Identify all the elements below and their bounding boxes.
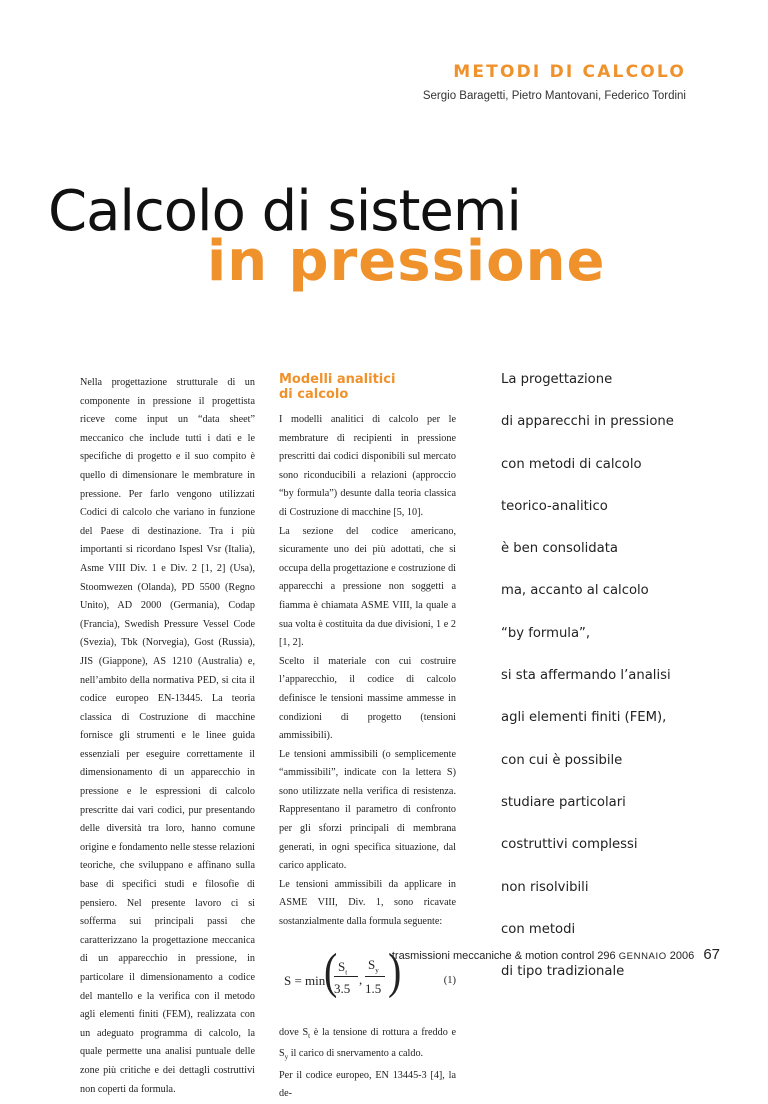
equation-number: (1) — [443, 974, 456, 986]
formula-numerator-2: $S_y$ — [368, 956, 379, 975]
pull-quote-line: con cui è possibile — [501, 752, 623, 768]
pull-quote-line: teorico-analitico — [501, 498, 608, 514]
pull-quote-line: “by formula”, — [501, 625, 591, 641]
body-column — [279, 372, 456, 1104]
formula-denominator-1: 3.5 — [334, 980, 351, 996]
intro-column: Nella progettazione strutturale di un componente in pressione il progettista riceve come input un “data sheet” meccanico che include tutti i dati e le specifiche di progetto e il suo compito è quello di dimensionare le membrature in pressione. Per farlo vengono utilizzati Codici di calcolo che variano in funzione del Paese di destinazione. Tra i più importanti si ricordano Ispesl Vsr (Italia), Asme VIII Div. 1 e Div. 2 [1, 2] (Usa), Stoomwezen (Olanda), PD 5500 (Regno Unito), AD 2000 (Germania), Codap (Francia), Swedish Pressure Vessel Code (Svezia), Tbk (Norvegia), Gost (Russia), JIS (Giappone), AS 1210 (Australia) e, nell’ambito della normativa PED, si cita il codice europeo EN-13445. La teoria classica di Costruzione di macchine fornisce gli strumenti e le linee guida essenziali per eseguire correttamente il dimensionamento di un apparecchio in pressione e le espressioni di calcolo prescritte dai vari codici, pur presentando delle diversità tra loro, hanno comune origine e fondamento nelle stesse relazioni teoriche, che sviluppano e affinano sulla base di specifici studi e filosofie di pensiero. Nel presente lavoro ci si sofferma sui principali passi che caratterizzano la progettazione meccanica di un apparecchio in pressione, in particolare il dimensionamento a codice del mantello e la verifica con il metodo agli elementi finiti (FEM), realizzata con un adeguato programma di calcolo, la quale permette una analisi puntuale delle zone più critiche e dei dettagli costruttivi non coperti da formula. — [80, 377, 255, 1095]
journal-name: trasmissioni meccaniche & motion control — [391, 950, 595, 962]
section-heading-line2: di calcolo — [279, 387, 349, 402]
pull-quote-line: La progettazione — [501, 372, 613, 387]
formula-denominator-2: 1.5 — [365, 980, 382, 996]
pull-quote-line: è ben consolidata — [501, 541, 618, 557]
pull-quote-line: studiare particolari — [501, 794, 626, 810]
paragraph: Scelto il materiale con cui costruire l’apparecchio, il codice di calcolo definisce le tensioni massime ammesse in condizioni di progetto (tensioni ammissibili). — [279, 655, 456, 742]
pull-quote-line: si sta affermando l’analisi — [501, 668, 671, 684]
pull-quote-line: di apparecchi in pressione — [501, 414, 674, 430]
formula-numerator-1: $S_t$ — [338, 958, 348, 977]
formula-comma: , — [359, 971, 363, 987]
paragraph: Le tensioni ammissibili da applicare in ASME VIII, Div. 1, sono ricavate sostanzialmente dalla formula seguente: — [279, 878, 456, 928]
pull-quote-line: agli elementi finiti (FEM), — [501, 710, 667, 726]
paragraph: La sezione del codice americano, sicuramente uno dei più adottati, che si occupa della progettazione e costruzione di apparecchi a pressione non soggetti a fiamma è chiamata ASME VIII, la quale a sua volta è costituita da due divisioni, 1 e 2 [1, 2]. — [279, 525, 456, 649]
issue-number: 296 — [597, 950, 616, 962]
pull-quote — [501, 370, 701, 1004]
section-heading — [279, 372, 456, 402]
paragraph: dove $S_t$ è la tensione di rottura a freddo e $S_y$ il carico di snervamento a caldo. — [279, 1026, 456, 1062]
paragraph: I modelli analitici di calcolo per le membrature di recipienti in pressione prescritti dai codici disponibili sul mercato sono riconducibili a relazioni (approccio “by formula”) desunte dalla teoria classica di Costruzione di macchine [5, 10]. — [279, 414, 456, 518]
issue-month: GENNAIO — [618, 951, 667, 962]
fraction-bar — [365, 976, 385, 977]
paragraph: Per il codice europeo, EN 13445-3 [4], la de- — [279, 1069, 456, 1100]
issue-year: 2006 — [669, 950, 695, 962]
pull-quote-line: di tipo tradizionale — [501, 964, 625, 980]
pull-quote-line: con metodi — [501, 921, 576, 937]
article-title-line2: in pressione — [207, 229, 606, 294]
paragraph: Le tensioni ammissibili (o semplicemente “ammissibili”, indicate con la lettera S) sono utilizzate nella verifica di resistenza. Rappresentano il parametro di confronto per gli sforzi principali di membrana generati, in ogni specifica situazione, dal carico applicato. — [279, 748, 456, 872]
left-paren: ( — [324, 941, 338, 999]
authors: Sergio Baragetti, Pietro Mantovani, Federico Tordini — [422, 90, 686, 102]
page-number: 67 — [703, 946, 720, 963]
pull-quote-line: costruttivi complessi — [501, 837, 638, 853]
pull-quote-line: non risolvibili — [501, 879, 589, 895]
section-heading-line1: Modelli analitici — [279, 372, 396, 387]
page-footer — [392, 946, 720, 963]
section-label: METODI DI CALCOLO — [453, 62, 686, 82]
right-paren: ) — [388, 941, 402, 999]
formula-lhs: S = min — [284, 972, 326, 988]
pull-quote-line: ma, accanto al calcolo — [501, 583, 649, 599]
article-title-line1: Calcolo di sistemi — [48, 179, 521, 244]
fraction-bar — [334, 976, 358, 977]
pull-quote-line: con metodi di calcolo — [501, 456, 642, 472]
